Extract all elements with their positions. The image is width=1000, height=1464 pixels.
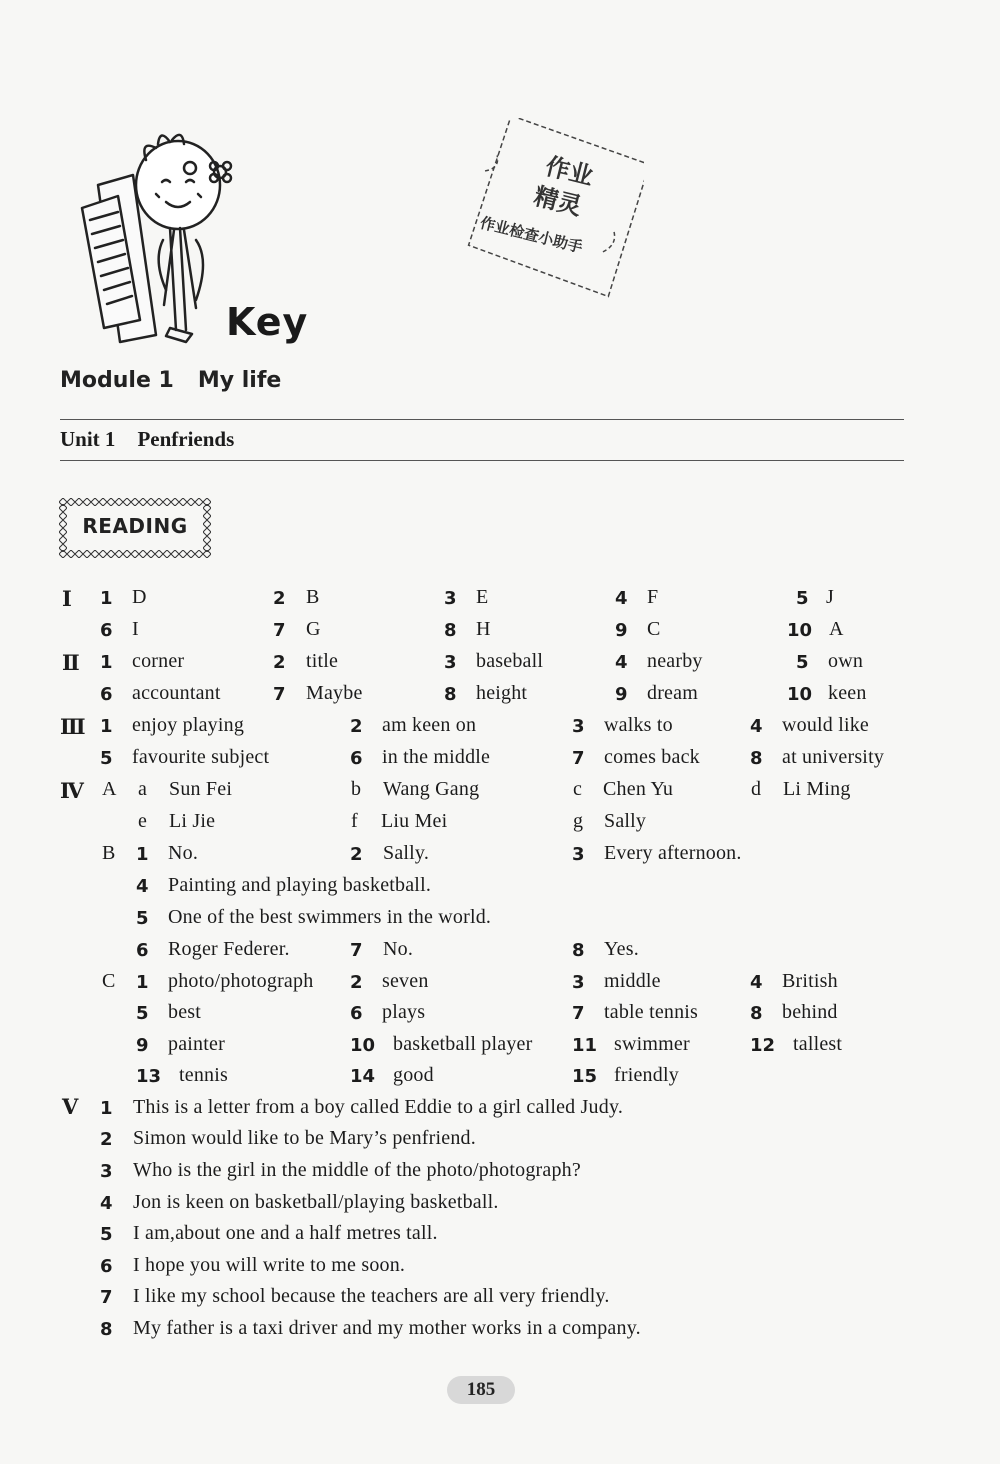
ex3-item-number: 6 — [350, 748, 363, 769]
ex2-item-number: 8 — [444, 684, 457, 705]
ex4c-answer: good — [393, 1064, 434, 1086]
ex3-item-number: 2 — [350, 716, 363, 737]
ex4b-item-number: 4 — [136, 876, 149, 897]
ex4c-item-number: 5 — [136, 1003, 149, 1024]
ex2-item-number: 4 — [615, 652, 628, 673]
ex1-item-number: 10 — [787, 620, 813, 641]
ex2-answer: corner — [132, 650, 185, 672]
ex1-answer: A — [829, 618, 844, 640]
mascot-illustration — [78, 130, 238, 345]
exercise-3-numeral: Ⅲ — [60, 715, 86, 739]
ex4a-letter: b — [351, 778, 361, 800]
ex1-item-number: 8 — [444, 620, 457, 641]
ex4c-item-number: 9 — [136, 1035, 149, 1056]
ex4a-letter: c — [573, 778, 582, 800]
ex4-part-b-label: B — [102, 842, 116, 864]
ex5-item-number: 6 — [100, 1256, 113, 1277]
ex3-item-number: 7 — [572, 748, 585, 769]
ex2-answer: keen — [828, 682, 867, 704]
ex2-answer: nearby — [647, 650, 703, 672]
ex5-item-number: 4 — [100, 1193, 113, 1214]
ex3-item-number: 3 — [572, 716, 585, 737]
stamp-line-3: 作业检查小助手 — [478, 213, 585, 257]
ex4c-answer: middle — [604, 970, 661, 992]
ex5-item-number: 3 — [100, 1161, 113, 1182]
ex4c-answer: seven — [382, 970, 429, 992]
ex1-item-number: 2 — [273, 588, 286, 609]
ex4c-answer: tennis — [179, 1064, 228, 1086]
module-name: My life — [197, 368, 282, 393]
exercise-1-numeral: Ⅰ — [62, 587, 72, 611]
ex4c-answer: British — [782, 970, 838, 992]
ex4c-item-number: 10 — [350, 1035, 376, 1056]
ex4c-item-number: 11 — [572, 1035, 598, 1056]
exercise-2-numeral: Ⅱ — [62, 651, 80, 675]
ex2-answer: accountant — [132, 682, 221, 704]
ex2-item-number: 3 — [444, 652, 457, 673]
ex4c-item-number: 15 — [572, 1066, 598, 1087]
ex4c-item-number: 13 — [136, 1066, 162, 1087]
ex3-item-number: 5 — [100, 748, 113, 769]
ex4a-answer: Chen Yu — [603, 778, 674, 800]
ex3-item-number: 1 — [100, 716, 113, 737]
ex4c-answer: swimmer — [614, 1033, 690, 1055]
key-title: Key — [226, 300, 309, 344]
ex4c-answer: table tennis — [604, 1001, 699, 1023]
ex1-answer: D — [132, 586, 147, 608]
ex4a-answer: Li Jie — [169, 810, 216, 832]
ex1-item-number: 7 — [273, 620, 286, 641]
unit-label: Unit 1 — [60, 427, 116, 451]
ex1-item-number: 6 — [100, 620, 113, 641]
ex4c-item-number: 4 — [750, 972, 763, 993]
ex5-item-number: 8 — [100, 1319, 113, 1340]
ex4c-answer: best — [168, 1001, 202, 1023]
stamp-line-1: 作业 — [542, 151, 597, 191]
ex4b-item-number: 6 — [136, 940, 149, 961]
ex2-item-number: 1 — [100, 652, 113, 673]
ex1-answer: B — [306, 586, 320, 608]
ex4b-answer: Sally. — [383, 842, 430, 864]
zigzag-border-top — [59, 498, 211, 506]
ex4c-item-number: 3 — [572, 972, 585, 993]
ex1-item-number: 4 — [615, 588, 628, 609]
ex2-answer: height — [476, 682, 528, 704]
ex5-sentence: Simon would like to be Mary’s penfriend. — [133, 1127, 476, 1149]
ex2-answer: Maybe — [306, 682, 363, 704]
unit-name: Penfriends — [137, 427, 235, 451]
ex3-answer: am keen on — [382, 714, 477, 736]
ex1-item-number: 9 — [615, 620, 628, 641]
divider-bottom — [60, 460, 904, 461]
reading-section-badge — [59, 498, 211, 558]
ex2-item-number: 7 — [273, 684, 286, 705]
ex1-answer: J — [826, 586, 834, 608]
exercise-5-numeral: Ⅴ — [62, 1095, 79, 1119]
ex4c-answer: painter — [168, 1033, 225, 1055]
ex5-sentence: I like my school because the teachers are all very friendly. — [133, 1285, 610, 1307]
page-number: 185 — [447, 1376, 515, 1404]
ex4c-answer: behind — [782, 1001, 838, 1023]
ex4a-letter: f — [351, 810, 358, 832]
ex4a-letter: d — [751, 778, 761, 800]
ex4b-item-number: 8 — [572, 940, 585, 961]
reading-label: READING — [82, 514, 188, 538]
zigzag-border-bottom — [59, 550, 211, 558]
stamp-line-2: 精灵 — [531, 182, 585, 221]
ex4b-answer: Every afternoon. — [604, 842, 742, 864]
ex2-answer: baseball — [476, 650, 544, 672]
ex4b-answer: No. — [168, 842, 199, 864]
ex4c-item-number: 1 — [136, 972, 149, 993]
ex4c-item-number: 7 — [572, 1003, 585, 1024]
ex3-answer: enjoy playing — [132, 714, 245, 736]
divider-top — [60, 419, 904, 420]
ex5-item-number: 2 — [100, 1129, 113, 1150]
ex2-item-number: 10 — [787, 684, 813, 705]
ex5-sentence: Who is the girl in the middle of the photo/photograph? — [133, 1159, 581, 1181]
ex2-answer: own — [828, 650, 864, 672]
ex4b-item-number: 1 — [136, 844, 149, 865]
unit-title — [60, 427, 234, 452]
ex1-answer: H — [476, 618, 491, 640]
ex5-sentence: This is a letter from a boy called Eddie to a girl called Judy. — [133, 1096, 624, 1118]
ex2-answer: title — [306, 650, 339, 672]
ex3-answer: would like — [782, 714, 869, 736]
ex1-answer: E — [476, 586, 489, 608]
ex5-item-number: 5 — [100, 1224, 113, 1245]
ex1-item-number: 1 — [100, 588, 113, 609]
ex5-sentence: I hope you will write to me soon. — [133, 1254, 406, 1276]
ex4c-answer: basketball player — [393, 1033, 533, 1055]
ex4c-answer: tallest — [793, 1033, 843, 1055]
ex3-answer: walks to — [604, 714, 673, 736]
homework-elf-stamp — [458, 118, 644, 298]
ex5-item-number: 1 — [100, 1098, 113, 1119]
ex1-answer: G — [306, 618, 321, 640]
ex4a-answer: Sally — [604, 810, 647, 832]
ex4b-item-number: 7 — [350, 940, 363, 961]
ex5-sentence: My father is a taxi driver and my mother works in a company. — [133, 1317, 641, 1339]
ex4a-letter: a — [138, 778, 147, 800]
ex4c-answer: friendly — [614, 1064, 679, 1086]
ex1-answer: I — [132, 618, 139, 640]
ex4b-answer: No. — [383, 938, 414, 960]
ex3-answer: at university — [782, 746, 885, 768]
ex5-sentence: Jon is keen on basketball/playing basketball. — [133, 1191, 499, 1213]
ex1-answer: F — [647, 586, 659, 608]
ex2-item-number: 9 — [615, 684, 628, 705]
ex2-item-number: 5 — [796, 652, 809, 673]
ex3-answer: in the middle — [382, 746, 491, 768]
ex4c-item-number: 8 — [750, 1003, 763, 1024]
ex3-item-number: 4 — [750, 716, 763, 737]
ex4c-item-number: 12 — [750, 1035, 776, 1056]
ex5-item-number: 7 — [100, 1287, 113, 1308]
ex1-item-number: 5 — [796, 588, 809, 609]
ex4c-item-number: 14 — [350, 1066, 376, 1087]
ex4b-answer: Roger Federer. — [168, 938, 290, 960]
ex4c-item-number: 2 — [350, 972, 363, 993]
ex4a-answer: Li Ming — [783, 778, 851, 800]
ex4c-item-number: 6 — [350, 1003, 363, 1024]
ex4a-letter: g — [573, 810, 583, 832]
ex4c-answer: plays — [382, 1001, 426, 1023]
ex4a-answer: Liu Mei — [381, 810, 448, 832]
ex4b-answer: Painting and playing basketball. — [168, 874, 432, 896]
ex4b-answer: Yes. — [604, 938, 639, 960]
exercise-4-numeral: Ⅳ — [60, 779, 84, 803]
module-label: Module 1 — [60, 368, 174, 393]
ex4b-item-number: 5 — [136, 908, 149, 929]
ex4-part-a-label: A — [102, 778, 117, 800]
ex2-answer: dream — [647, 682, 698, 704]
ex4a-answer: Sun Fei — [169, 778, 233, 800]
module-title — [60, 368, 281, 393]
ex4b-item-number: 3 — [572, 844, 585, 865]
ex3-item-number: 8 — [750, 748, 763, 769]
ex1-answer: C — [647, 618, 661, 640]
ex1-item-number: 3 — [444, 588, 457, 609]
ex4a-letter: e — [138, 810, 147, 832]
ex2-item-number: 2 — [273, 652, 286, 673]
ex4c-answer: photo/photograph — [168, 970, 314, 992]
ex2-item-number: 6 — [100, 684, 113, 705]
ex4b-answer: One of the best swimmers in the world. — [168, 906, 492, 928]
ex4a-answer: Wang Gang — [383, 778, 480, 800]
ex4-part-c-label: C — [102, 970, 116, 992]
ex3-answer: favourite subject — [132, 746, 270, 768]
ex4b-item-number: 2 — [350, 844, 363, 865]
ex5-sentence: I am,about one and a half metres tall. — [133, 1222, 438, 1244]
ex3-answer: comes back — [604, 746, 700, 768]
